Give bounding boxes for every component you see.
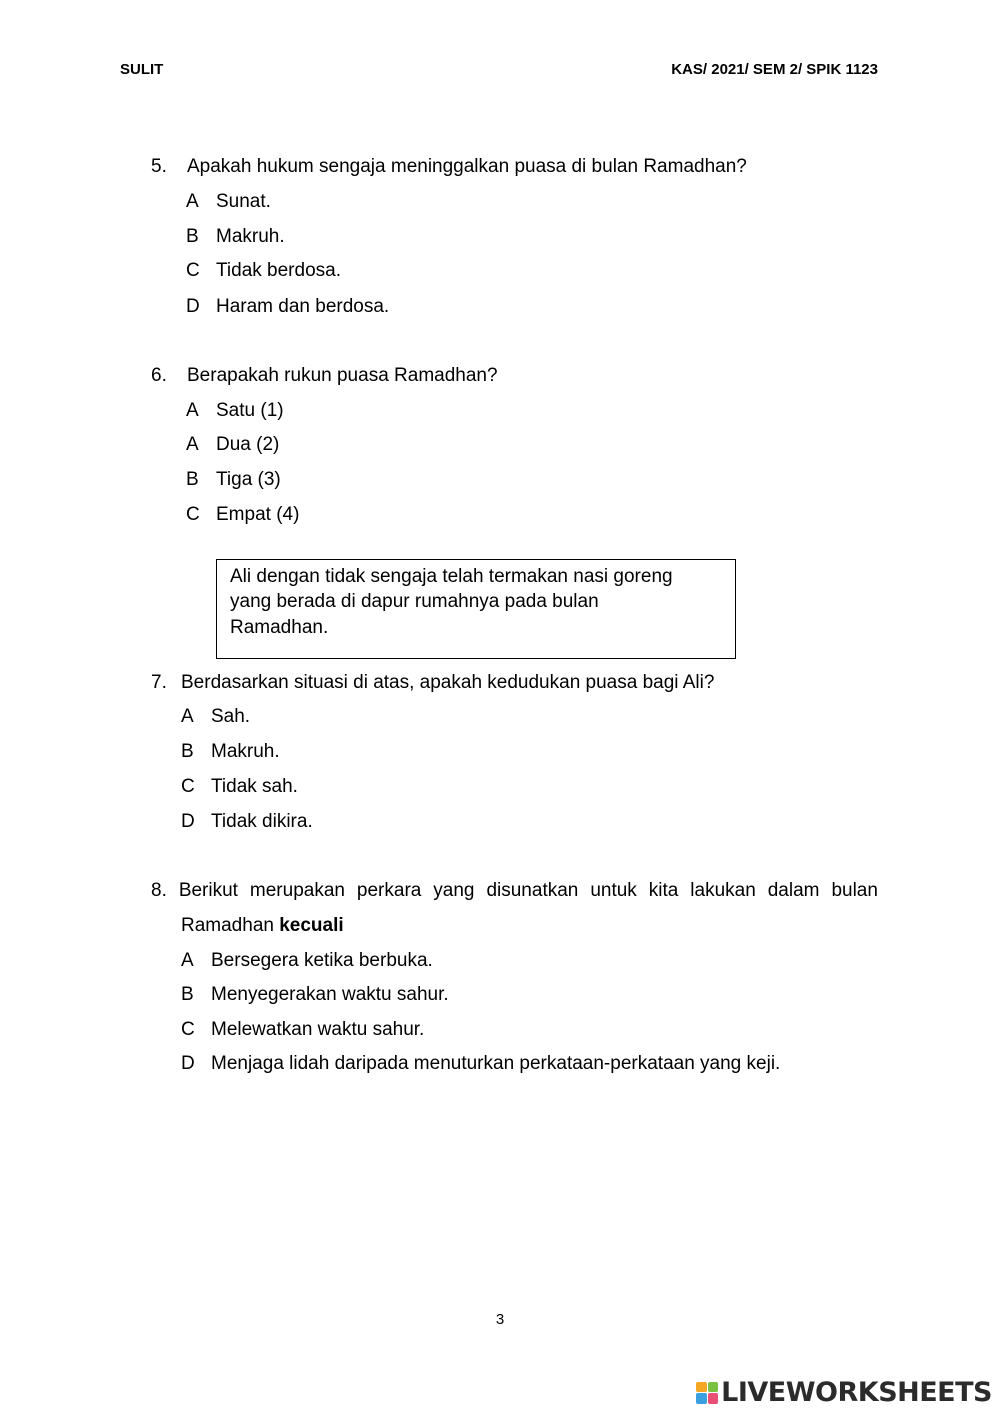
question-number: 7.: [151, 672, 167, 693]
option[interactable]: [186, 400, 284, 422]
liveworksheets-wordmark: LIVEWORKSHEETS: [721, 1377, 992, 1408]
option-letter: B: [181, 984, 194, 1005]
word: Berikut: [178, 880, 238, 901]
option[interactable]: [186, 504, 299, 526]
question-text-line-2: [181, 915, 344, 937]
option[interactable]: [181, 776, 298, 798]
header-right: KAS/ 2021/ SEM 2/ SPIK 1123: [671, 61, 878, 78]
option[interactable]: [181, 984, 449, 1006]
option-text: Bersegera ketika berbuka.: [211, 950, 433, 971]
option[interactable]: [181, 1053, 780, 1075]
option-text: Tiga (3): [216, 469, 281, 490]
word: disunatkan: [486, 880, 579, 901]
option-text: Menyegerakan waktu sahur.: [211, 984, 449, 1005]
question-7: [151, 672, 714, 694]
question-5: [151, 156, 747, 178]
option-letter: B: [181, 741, 194, 762]
question-8: [151, 880, 878, 902]
option[interactable]: [181, 950, 433, 972]
question-number: 6.: [151, 365, 167, 386]
header-left: SULIT: [120, 61, 164, 78]
option-letter: B: [186, 226, 199, 247]
option-letter: A: [186, 400, 199, 421]
question-number: 5.: [151, 156, 167, 177]
situation-line: yang berada di dapur rumahnya pada bulan: [230, 591, 599, 612]
option-letter: B: [186, 469, 199, 490]
option-text: Tidak berdosa.: [216, 260, 341, 281]
option-letter: C: [186, 260, 200, 281]
question-text: Apakah hukum sengaja meninggalkan puasa di bulan Ramadhan?: [187, 156, 747, 177]
option-text: Tidak dikira.: [211, 811, 313, 832]
option[interactable]: [186, 260, 341, 282]
option[interactable]: [186, 191, 271, 213]
option-text: Dua (2): [216, 434, 280, 455]
option-letter: D: [181, 811, 195, 832]
option[interactable]: [181, 811, 313, 833]
option-letter: C: [181, 1019, 195, 1040]
question-number: 8.: [151, 880, 167, 901]
word: untuk: [590, 880, 637, 901]
option-letter: A: [181, 706, 194, 727]
option[interactable]: [186, 296, 389, 318]
question-text: Berdasarkan situasi di atas, apakah kedudukan puasa bagi Ali?: [181, 672, 715, 693]
option-letter: A: [186, 434, 199, 455]
option[interactable]: [186, 226, 285, 248]
option-text: Satu (1): [216, 400, 284, 421]
option-letter: D: [181, 1053, 195, 1074]
option-text: Makruh.: [211, 741, 280, 762]
option-text: Tidak sah.: [211, 776, 298, 797]
option-letter: C: [186, 504, 200, 525]
word: yang: [433, 880, 475, 901]
option[interactable]: [181, 1019, 424, 1041]
situation-line: Ramadhan.: [230, 617, 329, 638]
liveworksheets-icon: [696, 1382, 718, 1404]
word: bulan: [831, 880, 878, 901]
option-text: Sunat.: [216, 191, 271, 212]
question-text: Berapakah rukun puasa Ramadhan?: [187, 365, 498, 386]
word: lakukan: [690, 880, 756, 901]
logo-square: [696, 1382, 707, 1393]
option-letter: C: [181, 776, 195, 797]
liveworksheets-logo: [696, 1377, 992, 1408]
option[interactable]: [186, 434, 279, 456]
word: dalam: [767, 880, 820, 901]
option-text: Empat (4): [216, 504, 300, 525]
option-text: Melewatkan waktu sahur.: [211, 1019, 425, 1040]
option-text: Haram dan berdosa.: [216, 296, 390, 317]
page-number: 3: [495, 1311, 505, 1328]
option-text: Sah.: [211, 706, 251, 727]
logo-square: [708, 1382, 719, 1393]
word: perkara: [356, 880, 422, 901]
option-text: Makruh.: [216, 226, 285, 247]
question-text: Ramadhan: [181, 915, 274, 936]
option[interactable]: [186, 469, 281, 491]
question-emphasis: kecuali: [279, 915, 344, 936]
option[interactable]: [181, 706, 250, 728]
word: merupakan: [249, 880, 345, 901]
logo-square: [696, 1393, 707, 1404]
logo-square: [708, 1393, 719, 1404]
word: kita: [648, 880, 679, 901]
question-text-line-1: [151, 880, 878, 902]
situation-line: Ali dengan tidak sengaja telah termakan nasi goreng: [230, 566, 673, 587]
question-6: [151, 365, 498, 387]
option-letter: A: [181, 950, 194, 971]
option[interactable]: [181, 741, 280, 763]
option-letter: A: [186, 191, 199, 212]
option-text: Menjaga lidah daripada menuturkan perkataan-perkataan yang keji.: [211, 1053, 781, 1074]
option-letter: D: [186, 296, 200, 317]
